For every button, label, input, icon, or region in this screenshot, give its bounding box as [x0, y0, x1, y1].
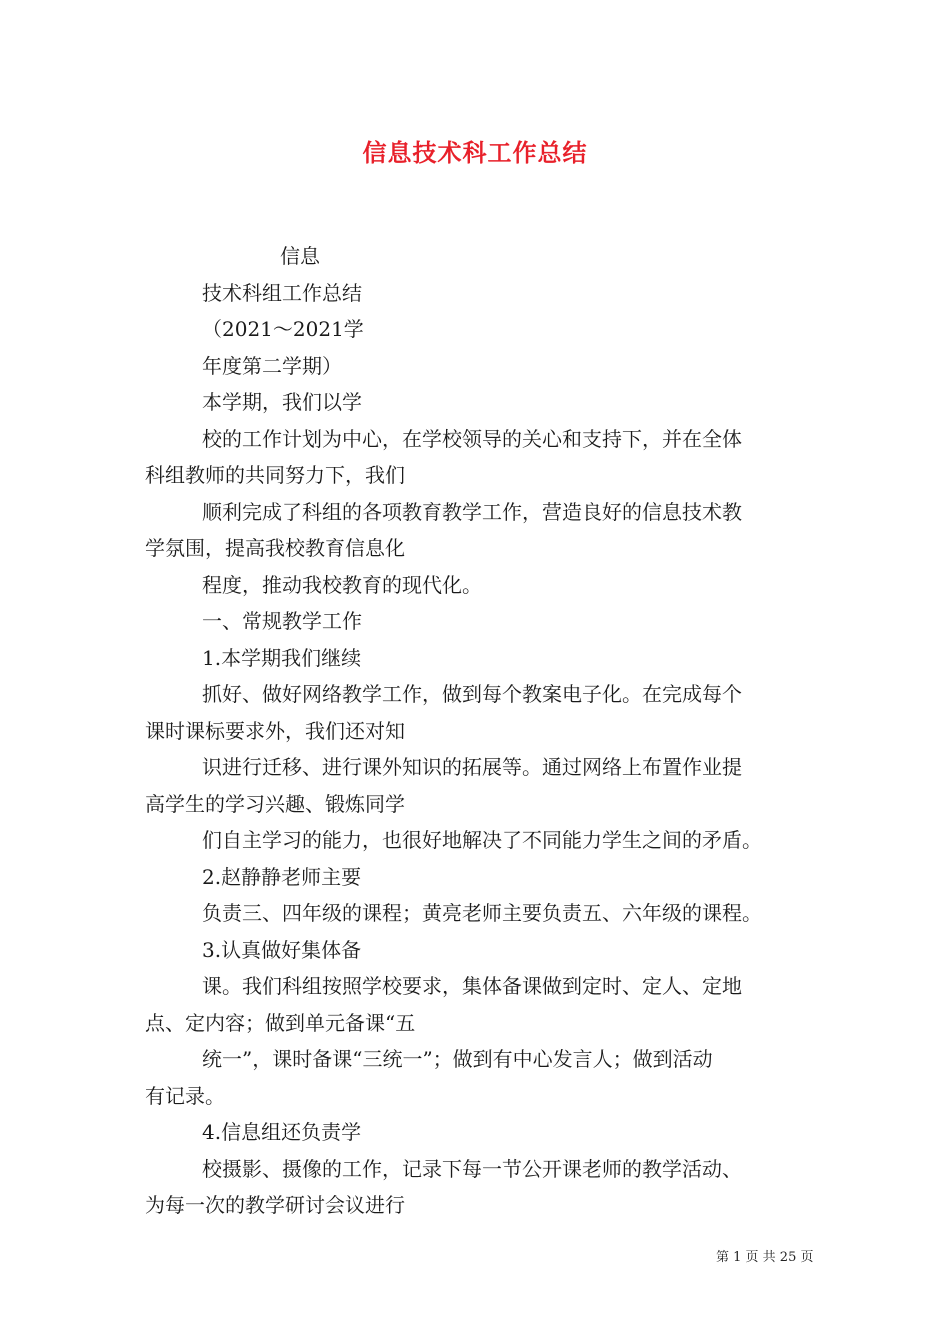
paragraph-line: 们自主学习的能力，也很好地解决了不同能力学生之间的矛盾。 — [202, 828, 762, 852]
paragraph-line: 年度第二学期） — [202, 353, 342, 378]
paragraph-line: 高学生的学习兴趣、锻炼同学 — [145, 791, 405, 816]
paragraph-line: 统一”，课时备课“三统一”；做到有中心发言人；做到活动 — [202, 1047, 713, 1071]
paragraph-line: 校的工作计划为中心，在学校领导的关心和支持下，并在全体 — [202, 426, 742, 451]
paragraph-line: 顺利完成了科组的各项教育教学工作，营造良好的信息技术教 — [202, 499, 742, 524]
paragraph-line: 有记录。 — [145, 1083, 225, 1108]
paragraph-line: 本学期，我们以学 — [202, 390, 362, 414]
paragraph-line: 科组教师的共同努力下，我们 — [145, 463, 405, 487]
paragraph-line: 课。我们科组按照学校要求，集体备课做到定时、定人、定地 — [202, 974, 742, 998]
section-heading: 一、常规教学工作 — [202, 609, 362, 633]
paragraph-line: （2021～2021学 — [202, 317, 364, 341]
paragraph-line: 负责三、四年级的课程；黄亮老师主要负责五、六年级的课程。 — [202, 901, 762, 925]
paragraph-line: 2.赵静静老师主要 — [202, 864, 362, 889]
paragraph-line: 校摄影、摄像的工作，记录下每一节公开课老师的教学活动、 — [202, 1156, 742, 1181]
document-body — [145, 238, 825, 1224]
paragraph-line: 点、定内容；做到单元备课“五 — [145, 1010, 416, 1035]
paragraph-line: 技术科组工作总结 — [202, 280, 362, 305]
paragraph-line: 学氛围，提高我校教育信息化 — [145, 536, 405, 560]
paragraph-line: 信息 — [280, 244, 320, 268]
paragraph-line: 为每一次的教学研讨会议进行 — [145, 1193, 405, 1217]
paragraph-line: 识进行迁移、进行课外知识的拓展等。通过网络上布置作业提 — [202, 755, 742, 779]
paragraph-line: 1.本学期我们继续 — [202, 645, 362, 670]
page-number-footer: 第 1 页 共 25 页 — [716, 1250, 814, 1265]
paragraph-line: 抓好、做好网络教学工作，做到每个教案电子化。在完成每个 — [202, 682, 742, 706]
document-title: 信息技术科工作总结 — [362, 138, 588, 167]
paragraph-line: 4.信息组还负责学 — [202, 1120, 362, 1144]
paragraph-line: 课时课标要求外，我们还对知 — [145, 718, 405, 743]
paragraph-line: 3.认真做好集体备 — [202, 937, 362, 962]
paragraph-line: 程度，推动我校教育的现代化。 — [202, 572, 482, 597]
